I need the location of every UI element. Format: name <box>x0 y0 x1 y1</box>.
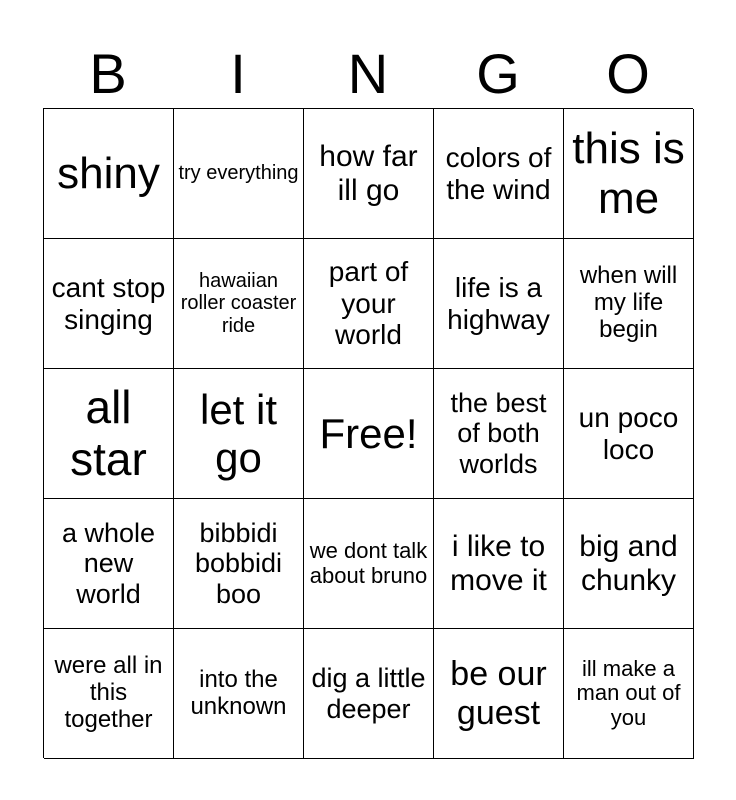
bingo-cell-r4-c3[interactable]: we dont talk about bruno <box>304 499 434 629</box>
bingo-header <box>43 40 693 108</box>
bingo-cell-r3-c1[interactable]: all star <box>44 369 174 499</box>
header-letter-n: N <box>347 42 389 105</box>
bingo-cell-r4-c1[interactable]: a whole new world <box>44 499 174 629</box>
bingo-cell-r2-c2[interactable]: hawaiian roller coaster ride <box>174 239 304 369</box>
header-letter-b: B <box>89 42 127 105</box>
bingo-cell-r4-c5[interactable]: big and chunky <box>564 499 694 629</box>
bingo-cell-r5-c3[interactable]: dig a little deeper <box>304 629 434 759</box>
bingo-card-grid <box>43 108 693 758</box>
bingo-cell-r4-c2[interactable]: bibbidi bobbidi boo <box>174 499 304 629</box>
bingo-cell-r5-c1[interactable]: were all in this together <box>44 629 174 759</box>
bingo-cell-r1-c2[interactable]: try everything <box>174 109 304 239</box>
bingo-cell-r3-c2[interactable]: let it go <box>174 369 304 499</box>
bingo-cell-r3-c5[interactable]: un poco loco <box>564 369 694 499</box>
bingo-cell-r3-c4[interactable]: the best of both worlds <box>434 369 564 499</box>
bingo-cell-r5-c4[interactable]: be our guest <box>434 629 564 759</box>
bingo-cell-r2-c4[interactable]: life is a highway <box>434 239 564 369</box>
bingo-cell-r1-c3[interactable]: how far ill go <box>304 109 434 239</box>
bingo-cell-r5-c5[interactable]: ill make a man out of you <box>564 629 694 759</box>
header-letter-i: I <box>230 42 246 105</box>
bingo-cell-r2-c1[interactable]: cant stop singing <box>44 239 174 369</box>
bingo-cell-r2-c3[interactable]: part of your world <box>304 239 434 369</box>
header-letter-o: O <box>606 42 650 105</box>
bingo-cell-r5-c2[interactable]: into the unknown <box>174 629 304 759</box>
bingo-cell-r1-c5[interactable]: this is me <box>564 109 694 239</box>
bingo-cell-r3-c3-free-space[interactable]: Free! <box>304 369 434 499</box>
bingo-cell-r1-c1[interactable]: shiny <box>44 109 174 239</box>
bingo-cell-r1-c4[interactable]: colors of the wind <box>434 109 564 239</box>
bingo-cell-r4-c4[interactable]: i like to move it <box>434 499 564 629</box>
header-letter-g: G <box>476 42 520 105</box>
bingo-cell-r2-c5[interactable]: when will my life begin <box>564 239 694 369</box>
